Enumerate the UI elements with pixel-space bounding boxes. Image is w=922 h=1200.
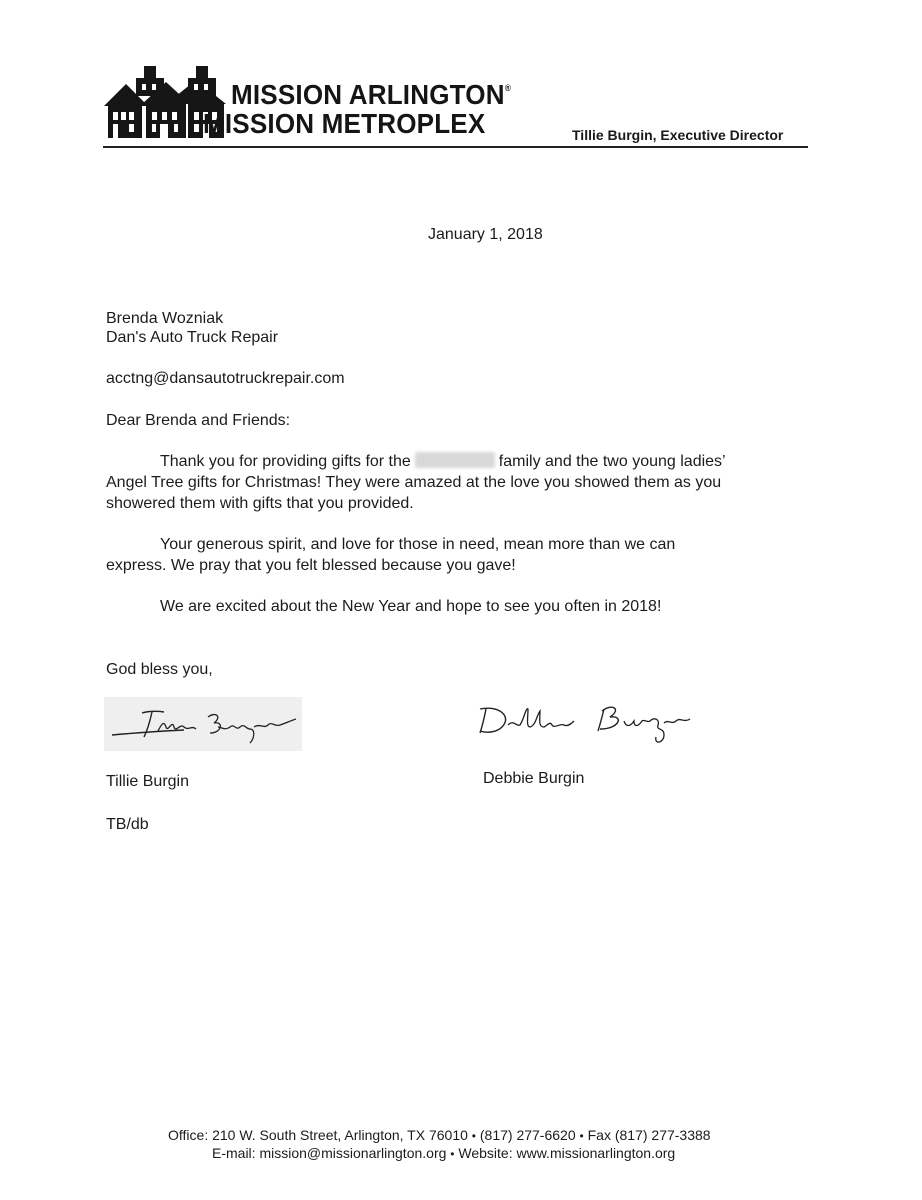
paragraph1-line1-after: family and the two young ladies’ xyxy=(498,453,726,470)
org-name-line2: MISSION METROPLEX xyxy=(203,108,486,139)
footer-separator: • xyxy=(471,1129,476,1143)
footer-separator: • xyxy=(579,1129,584,1143)
footer-address-line xyxy=(168,1126,711,1145)
recipient-name: Brenda Wozniak xyxy=(106,310,224,327)
footer-contact-line xyxy=(212,1144,675,1163)
footer-separator: • xyxy=(450,1147,455,1161)
paragraph-new-year xyxy=(106,596,661,617)
footer-fax: Fax (817) 277-3388 xyxy=(587,1127,711,1143)
paragraph2-line2: express. We pray that you felt blessed because you gave! xyxy=(106,557,516,574)
debbie-burgin-signature xyxy=(478,697,698,753)
paragraph1-line3: showered them with gifts that you provided. xyxy=(106,495,414,512)
recipient-company: Dan's Auto Truck Repair xyxy=(106,329,279,346)
signer1-name: Tillie Burgin xyxy=(106,773,189,790)
paragraph3-line1: We are excited about the New Year and hope to see you often in 2018! xyxy=(160,598,662,615)
redacted-family-name xyxy=(415,452,495,468)
footer-phone: (817) 277-6620 xyxy=(479,1127,576,1143)
footer-website: Website: www.missionarlington.org xyxy=(458,1145,676,1161)
salutation: Dear Brenda and Friends: xyxy=(106,412,291,429)
paragraph-thank-you xyxy=(106,451,726,514)
executive-director-label: Tillie Burgin, Executive Director xyxy=(572,127,784,143)
footer-email: E-mail: mission@missionarlington.org xyxy=(212,1145,447,1161)
recipient-email: acctng@dansautotruckrepair.com xyxy=(106,370,345,387)
closing: God bless you, xyxy=(106,661,213,678)
registered-mark: ® xyxy=(504,83,512,93)
letter-date: January 1, 2018 xyxy=(428,226,543,243)
letterhead-divider xyxy=(103,146,808,148)
signer2-name: Debbie Burgin xyxy=(483,770,585,787)
paragraph2-line1: Your generous spirit, and love for those in need, mean more than we can xyxy=(160,536,676,553)
footer-office: Office: 210 W. South Street, Arlington, TX 76010 xyxy=(168,1127,468,1143)
paragraph1-line1-before: Thank you for providing gifts for the xyxy=(160,453,411,470)
org-name-line1: MISSION ARLINGTON® xyxy=(231,79,512,110)
paragraph1-line2: Angel Tree gifts for Christmas! They were amazed at the love you showed them as you xyxy=(106,474,722,491)
typist-initials: TB/db xyxy=(106,816,149,833)
tillie-burgin-signature xyxy=(104,697,302,751)
paragraph-generous-spirit xyxy=(106,534,675,576)
